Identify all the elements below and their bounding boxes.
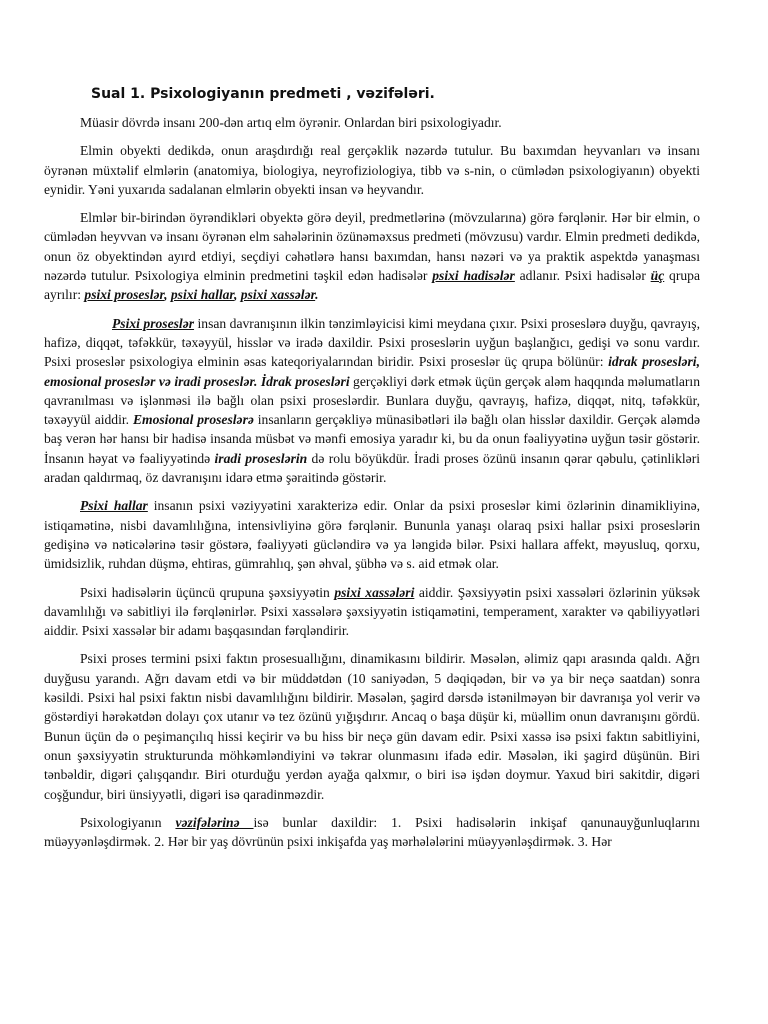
term-psixi-prosesler: Psixi proseslər — [112, 315, 195, 331]
text-run: və — [155, 373, 175, 389]
text-run: isə bunlar daxildir: 1. Psixi hadisələrin inkişaf qanunauyğunluqlarını müəyyənləşdirmək. 2. Hər bir yaş dövrünün psixi inkişafda yaş mərhələlərini müəyyənləşdirmək. 3. Hər — [44, 814, 700, 850]
text-run: , — [164, 287, 171, 303]
text-run: aiddir. Şəxsiyyətin psixi xassələri özlərinin yüksək davamlılığı və sabitliyi ilə fərqlənirlər. Psixi xassələrə şəxsiyyətin istiqamətini, temperament, xarakter və qabiliyyətləri aiddir. Psixi xassələr bir adamı başqasından fərqləndirir. — [44, 584, 700, 639]
term-idrak-prosesleri: idrak prosesləri — [608, 354, 697, 370]
term-psixi-xasseleri: psixi xassələri — [334, 584, 415, 600]
text-run: adlanır. Psixi hadisələr — [514, 268, 651, 284]
page-title: Sual 1. Psixologiyanın predmeti , vəzifələri. — [91, 86, 435, 102]
paragraph-5 — [44, 496, 700, 573]
term-emosional-proseslere: Emosional proseslərə — [132, 412, 254, 428]
paragraph-4 — [44, 314, 700, 488]
paragraph-6 — [44, 583, 700, 641]
text-run: , — [696, 354, 700, 370]
paragraph-7: Psixi proses termini psixi faktın prosesuallığını, dinamikasını bildirir. Məsələn, əlimiz qapı arasında qaldı. Ağrı duyğusu yarandı. Ağrı davam etdi və bir müddətdən (10 saniyədən, 5 dəqiqədən, bir və ya bir neçə saatdan) sonra kəsildi. Psixi hal psixi faktın nisbi davamlılığını bildirir. Məsələn, şagird dərsdə istənilməyən bir davranışa yol verir və göstərdiyi hərəkətdən dolayı çox utanır və tez özünü yığışdırır. Ancaq o başa düşür ki, müəllim onun davranışını gördü. Bunun üçün də o peşimançılıq hissi keçirir və bu hiss bir neçə gün davam edir. Psixi xassə isə psixi faktın sabitliyini, onun şəxsiyyətin strukturunda möhkəmləndiyini və təkrar olunmasını ifadə edir. Məsələn, iki şagird düşünün. Biri tənbəldir, digəri çalışqandır. Biri oturduğu yerdən ayağa qalxmır, o biri isə işdən doymur. Yaxud biri sakitdir, digəri coşğundur, biri ünsiyyətli, digəri isə qaradinməzdir. — [44, 651, 700, 802]
term-idrak-prosesleri-2: İdrak prosesləri — [260, 373, 350, 389]
paragraph-1: Müasir dövrdə insanı 200-dən artıq elm öyrənir. Onlardan biri psixologiyadır. — [80, 115, 502, 130]
paragraph-3 — [44, 208, 700, 304]
term-psixi-hallar: Psixi hallar — [80, 498, 148, 514]
text-run: . — [315, 287, 319, 303]
paragraph-2: Elmin obyekti dedikdə, onun araşdırdığı real gerçəklik nəzərdə tutulur. Bu baxımdan heyvanları və insanı öyrənən müxtəlif elmlərin (anatomiya, biologiya, neyrofiziologiya, tibb və s-nin, o cümlədən psixologiyanın) obyekti eynidir. Yəni yuxarıda sadalanan elmlərin obyekti insan və heyvandır. — [44, 143, 700, 197]
term-emosional-prosesler: emosional proseslər — [44, 373, 156, 389]
text-run: , — [233, 287, 241, 303]
text-run: də rolu böyükdür. İradi proses özünü insanın qərar qəbulu, çətinlikləri aradan qaldırmaq, öz davranışını idarə etmə şəraitində göstərir. — [44, 450, 700, 486]
term-psixi-prosesler: psixi proseslər — [84, 287, 165, 303]
document-page — [44, 84, 700, 860]
text-run: Psixi hadisələrin üçüncü qrupuna şəxsiyyətin — [80, 584, 335, 600]
text-run: insanların gerçəkliyə münasibətləri ilə bağlı olan hisslər daxildir. Gerçək aləmdə baş verən hər hansı bir hadisə insanda müsbət və mənfi emosiya yaradır ki, bu da onun fəaliyyətinə uyğun təsir göstərir. İnsanın həyat və fəaliyyətində — [44, 412, 700, 466]
text-run: Psixologiyanın — [80, 814, 176, 830]
text-run: insan davranışının ilkin tənzimləyicisi kimi meydana çıxır. Psixi proseslərə duyğu, qavrayış, hafizə, diqqət, təfəkkür, təxəyyül, hisslər və iradə daxildir. Psixi proseslərin uyğun başlanğıcı, gedişi və sonu vardır. Psixi proseslər psixologiya elminin əsas kateqoriyalarından biridir. Psixi proseslər üç qrupa bölünür: — [44, 315, 701, 370]
text-run: qrupa ayrılır: — [44, 268, 700, 303]
term-psixi-xasseler: psixi xassələr — [240, 287, 316, 303]
text-run: Elmlər bir-birindən öyrəndikləri obyektə görə deyil, predmetlərinə (mövzularına) görə fərqlənir. Hər bir elmin, o cümlədən heyvvan və insanı öyrənən elm sahələrinin özünəməxsus predmeti (mövzusu) vardır. Elmin predmeti dedikdə, onun öz obyektindən ayırd etdiyi, seçdiyi cəhətlərə hansı baxımdan, hansı nəzəri və ya praktik aspektdə yanaşması nəzərdə tutulur. Psixologiya elminin predmetini təşkil edən hadisələr — [44, 210, 700, 284]
paragraph-8 — [44, 813, 700, 852]
term-iradi-proseslerin: iradi proseslərin — [214, 450, 308, 466]
term-psixi-hallar: psixi hallar — [170, 287, 234, 303]
term-vezifelerine: vəzifələrinə — [175, 814, 254, 830]
term-uc: üç — [650, 268, 665, 284]
text-run: . — [254, 373, 261, 389]
text-run: gerçəkliyi dərk etmək üçün gerçək aləm haqqında məlumatların qavranılması və işlənməsi ilə bağlı olan psixi proseslərdir. Bunlara duyğu, qavrayış, hafizə, diqqət, nitq, təfəkkür, təxəyyül aiddir. — [44, 373, 700, 428]
term-psixi-hadiseler: psixi hadisələr — [432, 268, 515, 284]
term-iradi-prosesler: iradi proseslər — [174, 373, 255, 389]
text-run: insanın psixi vəziyyətini xarakterizə edir. Onlar da psixi proseslər kimi özlərinin dinamikliyinə, istiqamətinə, nisbi davamlılığına, intensivliyinə görə fərqlənir. Bununla yanaşı olaraq psixi hallar psixi proseslərin gedişinə və nəticələrinə təsir göstərə, fəaliyyəti gücləndirə və ya ləngidə bilər. Psixi hallara affekt, məyusluq, qorxu, ümidsizlik, ruhdan düşmə, ehtiras, gümrahlıq, şən əhval, şübhə və s. aid etmək olar. — [44, 498, 700, 572]
